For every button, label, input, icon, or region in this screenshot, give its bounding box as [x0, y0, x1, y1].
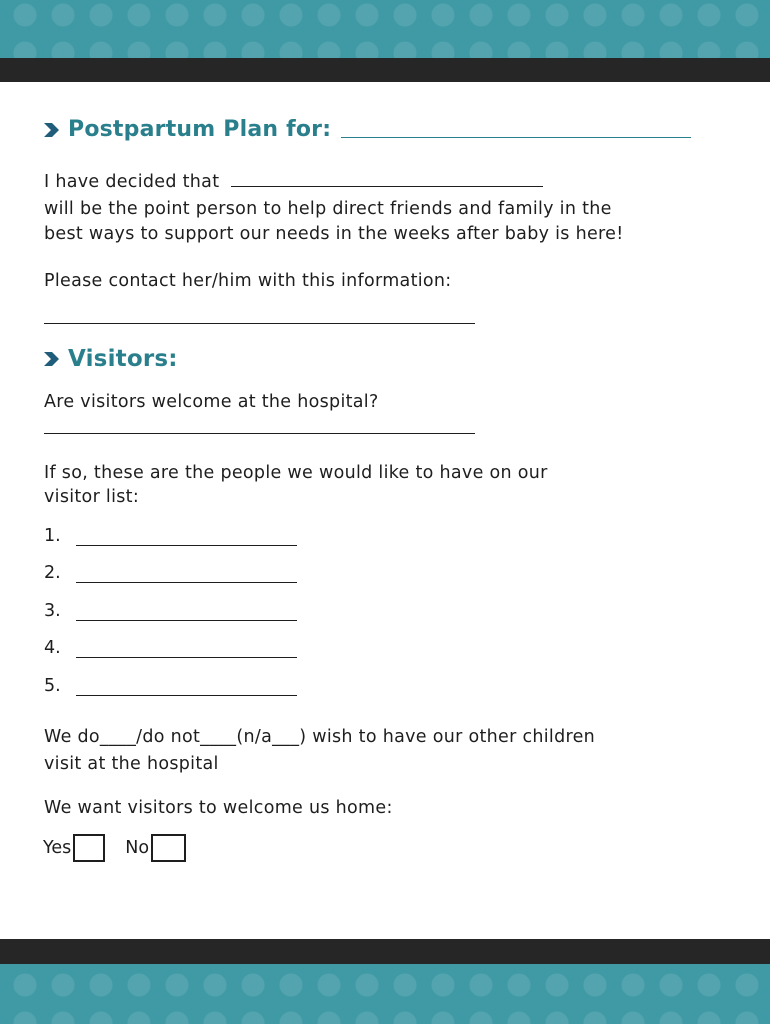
- list-intro-line2: visitor list:: [44, 487, 140, 507]
- visitor-row: [44, 601, 297, 621]
- visitor-number: 4.: [44, 638, 61, 658]
- visitor-row: [44, 526, 297, 546]
- decided-prefix: I have decided that: [44, 172, 220, 192]
- contact-info-field[interactable]: [44, 323, 475, 324]
- yes-checkbox[interactable]: [73, 834, 105, 862]
- welcome-home-options: [43, 834, 186, 862]
- visitor-name-field[interactable]: [76, 643, 297, 658]
- contact-text: Please contact her/him with this information:: [44, 271, 452, 291]
- hospital-answer-field[interactable]: [44, 433, 475, 434]
- visitor-name-field[interactable]: [76, 606, 297, 621]
- visitor-name-field[interactable]: [76, 531, 297, 546]
- visitor-number: 2.: [44, 563, 61, 583]
- yes-label: Yes: [43, 838, 72, 858]
- decided-line: [44, 169, 543, 195]
- top-dark-bar: [0, 58, 770, 82]
- visitor-name-field[interactable]: [76, 568, 297, 583]
- point-person-field[interactable]: [231, 170, 543, 187]
- visitor-number: 5.: [44, 676, 61, 696]
- chevron-right-icon: [42, 122, 60, 138]
- plan-heading: [42, 117, 691, 142]
- visitors-heading: [42, 346, 178, 372]
- plan-name-field[interactable]: [341, 121, 691, 138]
- home-question: We want visitors to welcome us home:: [44, 798, 393, 818]
- chevron-right-icon: [42, 351, 60, 367]
- children-line1: We do____/do not____(n/a___) wish to have our other children: [44, 727, 596, 747]
- no-checkbox[interactable]: [151, 834, 186, 862]
- visitor-row: [44, 563, 297, 583]
- decided-line-3: best ways to support our needs in the weeks after baby is here!: [44, 224, 624, 244]
- decided-line-2: will be the point person to help direct friends and family in the: [44, 199, 612, 219]
- top-decorative-band: [0, 0, 770, 58]
- hospital-question: Are visitors welcome at the hospital?: [44, 392, 379, 412]
- children-line2: visit at the hospital: [44, 754, 219, 774]
- bottom-decorative-band: [0, 964, 770, 1024]
- visitors-title: Visitors:: [68, 346, 178, 372]
- visitor-row: [44, 676, 297, 696]
- visitor-number: 3.: [44, 601, 61, 621]
- visitor-row: [44, 638, 297, 658]
- no-label: No: [125, 838, 150, 858]
- visitor-number: 1.: [44, 526, 61, 546]
- bottom-dark-bar: [0, 939, 770, 964]
- visitor-name-field[interactable]: [76, 681, 297, 696]
- list-intro-line1: If so, these are the people we would like to have on our: [44, 463, 548, 483]
- plan-title: Postpartum Plan for:: [68, 117, 332, 142]
